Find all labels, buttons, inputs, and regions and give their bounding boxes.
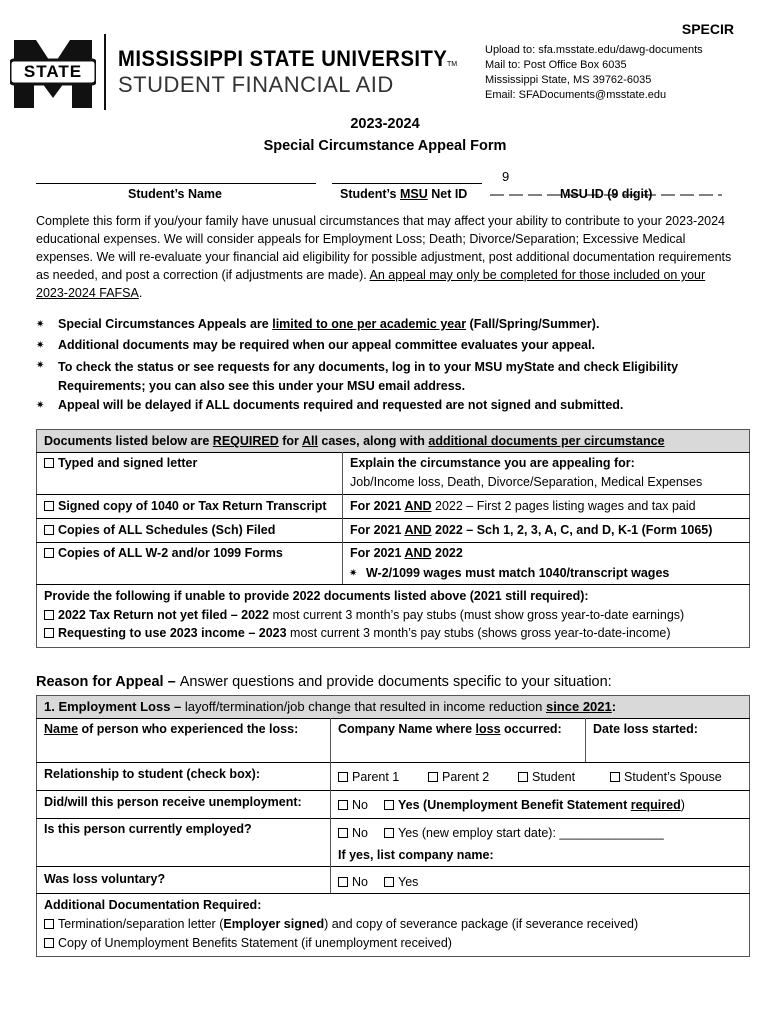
unemployment-no[interactable]: No bbox=[338, 798, 368, 812]
checkbox-voluntary-no[interactable] bbox=[338, 877, 348, 887]
doc-1040-detail: For 2021 AND 2022 – First 2 pages listing wages and tax paid bbox=[350, 499, 696, 513]
checkbox-unemployment-statement[interactable] bbox=[44, 938, 54, 948]
table-column-divider bbox=[585, 718, 586, 762]
additional-doc-unemployment[interactable]: Copy of Unemployment Benefits Statement (if unemployment received) bbox=[44, 936, 452, 950]
reason-title: Reason for Appeal – Answer questions and provide documents specific to your situation: bbox=[36, 674, 612, 690]
checkbox-employed-yes[interactable] bbox=[384, 828, 394, 838]
trademark: TM bbox=[447, 61, 458, 68]
logo-text: STATE bbox=[23, 62, 83, 81]
bullet-check-status: To check the status or see requests for any documents, log in to your MSU myState and check Eligibility Requirements; you can also see this under your MSU email address. bbox=[58, 360, 679, 393]
doc-schedules[interactable]: Copies of ALL Schedules (Sch) Filed bbox=[44, 523, 275, 537]
table-rule bbox=[36, 584, 750, 585]
logo-divider bbox=[104, 34, 106, 110]
voluntary-no[interactable]: No bbox=[338, 875, 368, 889]
checkbox-parent-2[interactable] bbox=[428, 772, 438, 782]
bullet-icon: ✷ bbox=[36, 319, 45, 330]
checkbox-unemployment-yes[interactable] bbox=[384, 800, 394, 810]
checkbox-employed-no[interactable] bbox=[338, 828, 348, 838]
contact-info bbox=[485, 43, 703, 103]
checkbox-typed-letter[interactable] bbox=[44, 458, 54, 468]
provide-title: Provide the following if unable to provide 2022 documents listed above (2021 still required): bbox=[44, 589, 589, 603]
checkbox-unemployment-no[interactable] bbox=[338, 800, 348, 810]
doc-letter-types: Job/Income loss, Death, Divorce/Separation, Medical Expenses bbox=[350, 475, 703, 489]
employment-loss-title: 1. Employment Loss – layoff/termination/job change that resulted in income reduction since 2021: bbox=[44, 699, 617, 714]
university-name: MISSISSIPPI STATE UNIVERSITY bbox=[118, 46, 448, 71]
checkbox-student[interactable] bbox=[518, 772, 528, 782]
checkbox-spouse[interactable] bbox=[610, 772, 620, 782]
table-rule bbox=[36, 718, 750, 719]
checkbox-schedules[interactable] bbox=[44, 525, 54, 535]
checkbox-2023-income[interactable] bbox=[44, 628, 54, 638]
upload-address: Upload to: sfa.msstate.edu/dawg-documents bbox=[485, 44, 703, 56]
table-rule bbox=[36, 762, 750, 763]
required-docs-title: Documents listed below are REQUIRED for All cases, along with additional documents per circumstance bbox=[44, 434, 665, 448]
option-parent-2[interactable]: Parent 2 bbox=[428, 770, 489, 784]
net-id-label: Student’s MSU Net ID bbox=[340, 187, 468, 201]
student-name-label: Student’s Name bbox=[128, 187, 223, 201]
bullet-icon: ✷ bbox=[36, 400, 45, 411]
voluntary-question: Was loss voluntary? bbox=[44, 872, 166, 886]
voluntary-yes[interactable]: Yes bbox=[384, 875, 418, 889]
doc-typed-letter[interactable]: Typed and signed letter bbox=[44, 456, 197, 470]
doc-w2-detail: For 2021 AND 2022 bbox=[350, 546, 463, 560]
table-rule bbox=[36, 818, 750, 819]
relationship-label: Relationship to student (check box): bbox=[44, 767, 260, 781]
table-rule bbox=[36, 893, 750, 894]
option-student[interactable]: Student bbox=[518, 770, 575, 784]
table-rule bbox=[36, 518, 750, 519]
checkbox-1040[interactable] bbox=[44, 501, 54, 511]
table-column-divider bbox=[342, 452, 343, 584]
bullet-icon: ✷ bbox=[36, 360, 45, 371]
checkbox-parent-1[interactable] bbox=[338, 772, 348, 782]
company-list-label: If yes, list company name: bbox=[338, 848, 494, 862]
option-parent-1[interactable]: Parent 1 bbox=[338, 770, 399, 784]
intro-paragraph: Complete this form if you/your family have unusual circumstances that may affect your ability to contribute to your 2023-2024 educational expenses. We will consider appeals for Employment Loss; Death; Divorce/Separation; Excessive Medical expenses. We will re-evaluate your financial aid eligibility for possible adjustment, post additional documentation requirements as needed, and post a correction (if adjustments are made). An appeal may only be completed for those included on your 2023-2024 FAFSA. bbox=[36, 214, 732, 300]
bullet-icon: ✷ bbox=[36, 340, 45, 351]
email-address: Email: SFADocuments@msstate.edu bbox=[485, 89, 667, 101]
table-rule bbox=[36, 494, 750, 495]
bullet-additional-docs: Additional documents may be required when our appeal committee evaluates your appeal. bbox=[58, 338, 595, 352]
form-code: SPECIR bbox=[681, 21, 734, 37]
bullet-delay: Appeal will be delayed if ALL documents required and requested are not signed and submitted. bbox=[58, 398, 624, 412]
table-rule bbox=[36, 790, 750, 791]
bullet-icon: ✷ bbox=[349, 568, 358, 579]
employed-yes[interactable]: Yes (new employ start date): _______________ bbox=[384, 826, 664, 840]
form-title: Special Circumstance Appeal Form bbox=[263, 138, 507, 154]
additional-doc-termination[interactable]: Termination/separation letter (Employer signed) and copy of severance package (if severance received) bbox=[44, 917, 638, 931]
city-address: Mississippi State, MS 39762-6035 bbox=[485, 74, 652, 86]
loss-person-name-label: Name of person who experienced the loss: bbox=[44, 722, 299, 736]
doc-w2[interactable]: Copies of ALL W-2 and/or 1099 Forms bbox=[44, 546, 283, 560]
msu-id-line[interactable] bbox=[490, 183, 722, 185]
employed-question: Is this person currently employed? bbox=[44, 822, 252, 836]
doc-schedules-detail: For 2021 AND 2022 – Sch 1, 2, 3, A, C, and D, K-1 (Form 1065) bbox=[350, 523, 713, 537]
checkbox-2022-not-filed[interactable] bbox=[44, 610, 54, 620]
provide-2023-income[interactable]: Requesting to use 2023 income – 2023 most current 3 month’s pay stubs (shows gross year-to-date-income) bbox=[44, 626, 671, 640]
table-rule bbox=[36, 452, 750, 453]
employed-no[interactable]: No bbox=[338, 826, 368, 840]
loss-company-label: Company Name where loss occurred: bbox=[338, 722, 562, 736]
department-name: STUDENT FINANCIAL AID bbox=[118, 72, 394, 97]
form-year: 2023-2024 bbox=[350, 116, 420, 132]
table-column-divider bbox=[330, 718, 331, 893]
msu-id-prefill: 9 bbox=[502, 169, 510, 184]
doc-w2-match: W-2/1099 wages must match 1040/transcript wages bbox=[366, 566, 670, 580]
msu-logo bbox=[10, 38, 96, 110]
table-rule bbox=[36, 542, 750, 543]
net-id-line[interactable] bbox=[332, 183, 482, 184]
checkbox-termination-letter[interactable] bbox=[44, 919, 54, 929]
provide-2022-not-filed[interactable]: 2022 Tax Return not yet filed – 2022 most current 3 month’s pay stubs (must show gross year-to-date earnings) bbox=[44, 608, 684, 622]
doc-letter-explain: Explain the circumstance you are appealing for: bbox=[350, 456, 635, 470]
checkbox-w2[interactable] bbox=[44, 548, 54, 558]
student-name-line[interactable] bbox=[36, 183, 316, 184]
unemployment-question: Did/will this person receive unemployment: bbox=[44, 795, 302, 809]
bullet-one-per-year: Special Circumstances Appeals are limited to one per academic year (Fall/Spring/Summer). bbox=[58, 317, 600, 331]
additional-docs-title: Additional Documentation Required: bbox=[44, 898, 262, 912]
loss-date-label: Date loss started: bbox=[593, 722, 698, 736]
doc-1040[interactable]: Signed copy of 1040 or Tax Return Transcript bbox=[44, 499, 327, 513]
table-rule bbox=[36, 866, 750, 867]
unemployment-yes[interactable]: Yes (Unemployment Benefit Statement required) bbox=[384, 798, 685, 812]
msu-id-label: MSU ID (9 digit) bbox=[560, 187, 653, 201]
option-spouse[interactable]: Student’s Spouse bbox=[610, 770, 722, 784]
mail-address: Mail to: Post Office Box 6035 bbox=[485, 59, 627, 71]
checkbox-voluntary-yes[interactable] bbox=[384, 877, 394, 887]
